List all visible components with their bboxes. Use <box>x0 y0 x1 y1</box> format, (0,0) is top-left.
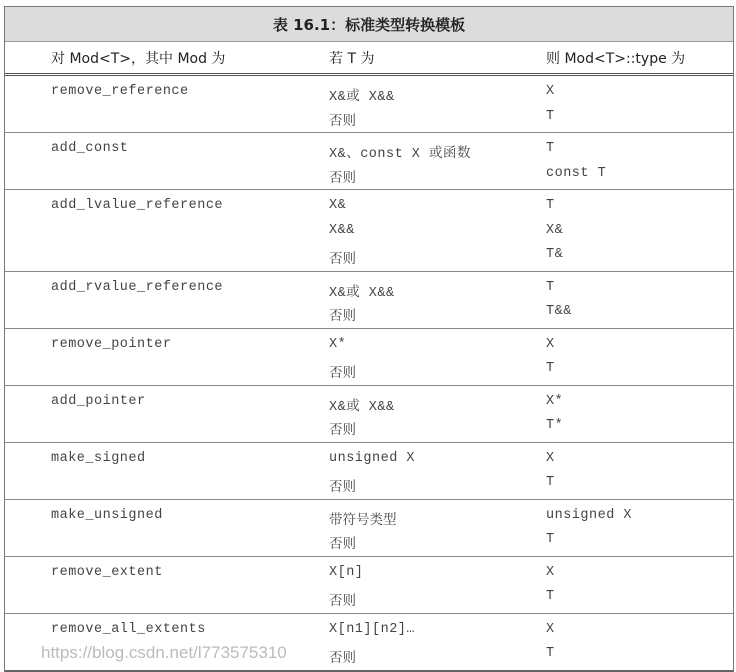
header-mod: 对 Mod<T>，其中 Mod 为 <box>51 50 226 67</box>
table-row <box>5 194 733 219</box>
condition-cell: X[n] <box>329 564 364 580</box>
table-row <box>5 561 733 586</box>
condition-cell: X&、const X 或函数 <box>329 147 472 162</box>
condition-cell: unsigned X <box>329 450 416 466</box>
watermark: https://blog.csdn.net/l773575310 <box>41 643 287 662</box>
table-row-group <box>5 271 733 328</box>
condition-cell: 否则 <box>329 308 356 324</box>
table-row <box>5 390 733 415</box>
table-row-group <box>5 132 733 189</box>
table-row-group <box>5 189 733 271</box>
table-row <box>5 276 733 301</box>
table-row-group <box>5 613 733 670</box>
table-row <box>5 243 733 268</box>
result-type-cell: X& <box>546 222 564 238</box>
condition-cell: 否则 <box>329 593 356 609</box>
mod-name-cell: add_const <box>51 141 129 156</box>
table-row-group <box>5 499 733 556</box>
condition-cell: 否则 <box>329 251 356 267</box>
result-type-cell: X <box>546 564 555 580</box>
table-header-row <box>5 42 733 76</box>
table-row-group <box>5 76 733 132</box>
header-result-type: 则 Mod<T>::type 为 <box>546 50 686 67</box>
table-row <box>5 447 733 472</box>
table-row <box>5 300 733 325</box>
table-row-group <box>5 328 733 385</box>
table-row <box>5 219 733 244</box>
mod-name-cell: make_unsigned <box>51 507 163 523</box>
condition-cell: 否则 <box>329 112 356 129</box>
table-row <box>5 137 733 162</box>
mod-name-cell: add_lvalue_reference <box>51 198 224 213</box>
result-type-cell: X <box>546 621 555 637</box>
result-type-cell: unsigned X <box>546 507 633 523</box>
mod-name-cell: remove_reference <box>51 84 189 99</box>
table-row-group <box>5 442 733 499</box>
table-row <box>5 471 733 496</box>
table-row-group <box>5 556 733 613</box>
condition-cell: 否则 <box>329 536 356 552</box>
condition-cell: X[n1][n2]… <box>329 621 416 637</box>
table-row <box>5 333 733 358</box>
result-type-cell: T <box>546 532 555 547</box>
result-type-cell: T <box>546 141 555 156</box>
mod-name-cell: remove_extent <box>51 564 163 580</box>
mod-name-cell: remove_all_extents <box>51 621 206 637</box>
result-type-cell: T* <box>546 418 564 433</box>
table-row <box>5 80 733 105</box>
table-row <box>5 504 733 529</box>
table-row <box>5 414 733 439</box>
header-if-t: 若 T 为 <box>329 50 375 67</box>
table-row <box>5 105 733 130</box>
result-type-cell: X <box>546 84 555 99</box>
type-transformation-table <box>4 6 734 672</box>
result-type-cell: X <box>546 336 555 352</box>
result-type-cell: T <box>546 361 555 376</box>
condition-cell: 带符号类型 <box>329 511 397 528</box>
result-type-cell: T <box>546 198 555 213</box>
result-type-cell: T& <box>546 247 564 262</box>
table-body <box>5 76 733 670</box>
condition-cell: X* <box>329 336 347 352</box>
table-row <box>5 618 733 643</box>
result-type-cell: T <box>546 108 555 124</box>
table-row <box>5 585 733 610</box>
condition-cell: X&或 X&& <box>329 90 395 105</box>
table-row <box>5 642 733 667</box>
mod-name-cell: add_pointer <box>51 393 146 409</box>
result-type-cell: T <box>546 475 555 490</box>
result-type-cell: T <box>546 279 555 295</box>
result-type-cell: T <box>546 646 555 661</box>
table-row <box>5 357 733 382</box>
condition-cell: 否则 <box>329 169 356 186</box>
mod-name-cell: make_signed <box>51 450 146 466</box>
condition-cell: 否则 <box>329 479 356 495</box>
condition-cell: 否则 <box>329 365 356 381</box>
result-type-cell: const T <box>546 165 607 181</box>
condition-cell: X&或 X&& <box>329 399 395 415</box>
table-title: 表 16.1：标准类型转换模板 <box>5 7 733 42</box>
result-type-cell: T&& <box>546 304 572 319</box>
mod-name-cell: remove_pointer <box>51 336 172 352</box>
condition-cell: 否则 <box>329 422 356 438</box>
condition-cell: X&& <box>329 222 355 238</box>
condition-cell: X& <box>329 198 347 213</box>
condition-cell: 否则 <box>329 650 356 666</box>
result-type-cell: T <box>546 589 555 604</box>
table-row <box>5 162 733 187</box>
table-row <box>5 528 733 553</box>
table-row-group <box>5 385 733 442</box>
mod-name-cell: add_rvalue_reference <box>51 279 224 295</box>
result-type-cell: X <box>546 450 555 466</box>
condition-cell: X&或 X&& <box>329 285 395 301</box>
result-type-cell: X* <box>546 393 564 409</box>
